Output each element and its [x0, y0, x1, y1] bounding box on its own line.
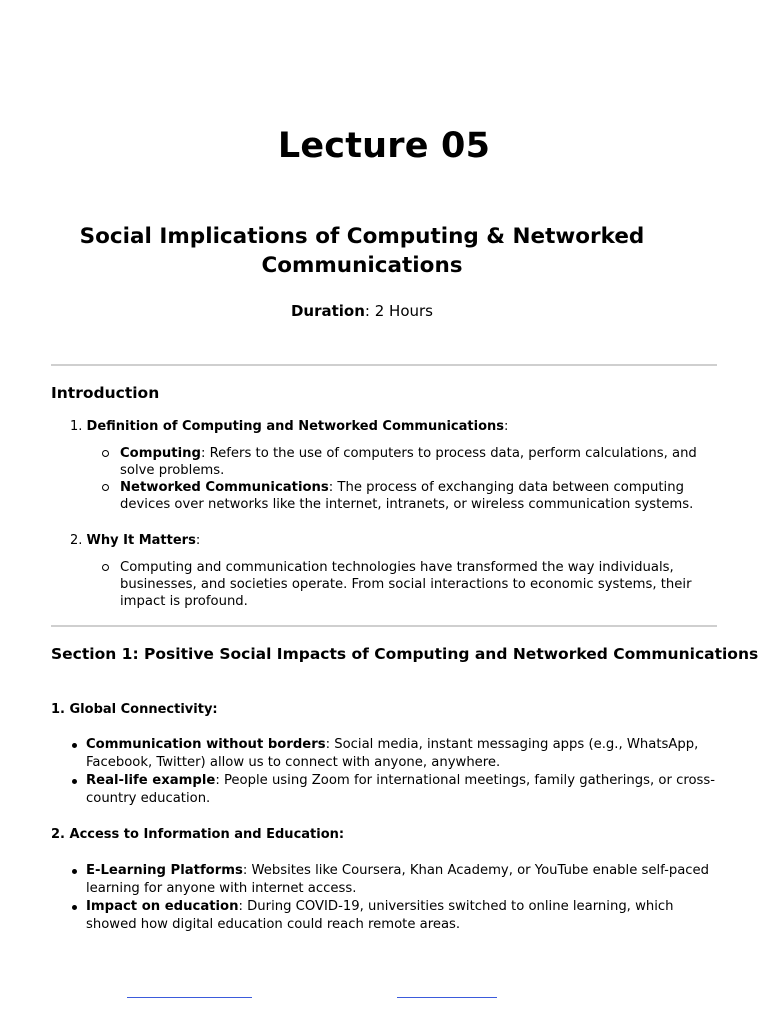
subsection-1-bullets: [68, 736, 718, 808]
list-item-text: : Websites like Coursera, Khan Academy, or YouTube enable self-paced learning for anyone with internet access.: [86, 863, 710, 896]
circle-bullet-icon: [102, 450, 109, 457]
disc-bullet-icon: [72, 779, 77, 784]
disc-bullet-icon: [72, 905, 77, 910]
footer-link-underline-right[interactable]: [397, 997, 497, 998]
list-item-text: : People using Zoom for international meetings, family gatherings, or cross-country education.: [86, 773, 716, 806]
circle-bullet-icon: [102, 564, 109, 571]
circle-bullet-icon: [102, 484, 109, 491]
list-item-text: Computing and communication technologies have transformed the way individuals, businesses, and societies operate. From social interactions to economic systems, their impact is profound.: [120, 560, 692, 609]
list-item-text: : The process of exchanging data between computing devices over networks like the internet, intranets, or wireless communication systems.: [120, 480, 694, 512]
list-item-term: Communication without borders: [86, 737, 326, 752]
list-item-term: Real-life example: [86, 773, 216, 788]
intro-item-1-suffix: :: [504, 419, 509, 434]
disc-bullet-icon: [72, 869, 77, 874]
intro-item-1-sublist: [100, 445, 700, 513]
duration-label: Duration: [290, 302, 365, 320]
divider-1: [51, 364, 717, 366]
divider-2: [51, 625, 717, 627]
list-item: [68, 736, 718, 772]
list-item: [100, 559, 700, 610]
duration-value: : 2 Hours: [364, 302, 434, 320]
list-item: [68, 862, 718, 898]
duration-line: [0, 302, 724, 320]
section-1-heading: Section 1: Positive Social Impacts of Computing and Networked Communications: [51, 645, 759, 663]
subsection-1-heading: 1. Global Connectivity:: [51, 702, 218, 717]
subsection-2-bullets: [68, 862, 718, 934]
disc-bullet-icon: [72, 743, 77, 748]
list-item-term: Computing: [120, 446, 201, 461]
intro-item-2-sublist: [100, 559, 700, 610]
intro-item-1-title: Definition of Computing and Networked Communications: [86, 419, 505, 434]
intro-item-1: [70, 419, 508, 434]
introduction-heading: Introduction: [51, 384, 160, 402]
list-item-text: : Refers to the use of computers to process data, perform calculations, and solve problems.: [120, 446, 697, 478]
list-item-text: : Social media, instant messaging apps (e.g., WhatsApp, Facebook, Twitter) allow us to connect with anyone, anywhere.: [86, 737, 699, 770]
intro-item-2-title: Why It Matters: [86, 533, 196, 548]
list-item-term: Networked Communications: [120, 480, 329, 495]
intro-item-2: [70, 533, 200, 548]
lecture-title: Lecture 05: [277, 126, 491, 166]
lecture-subtitle: Social Implications of Computing & Networked Communications: [79, 224, 645, 278]
list-item-text: : During COVID-19, universities switched to online learning, which showed how digital education could reach remote areas.: [86, 899, 674, 932]
list-item: [68, 898, 718, 934]
subsection-2-heading: 2. Access to Information and Education:: [51, 827, 345, 842]
intro-item-1-number: 1.: [70, 419, 83, 434]
list-item: [100, 479, 700, 513]
list-item-term: E-Learning Platforms: [86, 863, 243, 878]
intro-item-2-suffix: :: [195, 533, 201, 548]
footer-link-underline-left[interactable]: [127, 997, 252, 998]
intro-item-2-number: 2.: [70, 533, 83, 548]
list-item: [100, 445, 700, 479]
list-item: [68, 772, 718, 808]
list-item-term: Impact on education: [86, 899, 239, 914]
